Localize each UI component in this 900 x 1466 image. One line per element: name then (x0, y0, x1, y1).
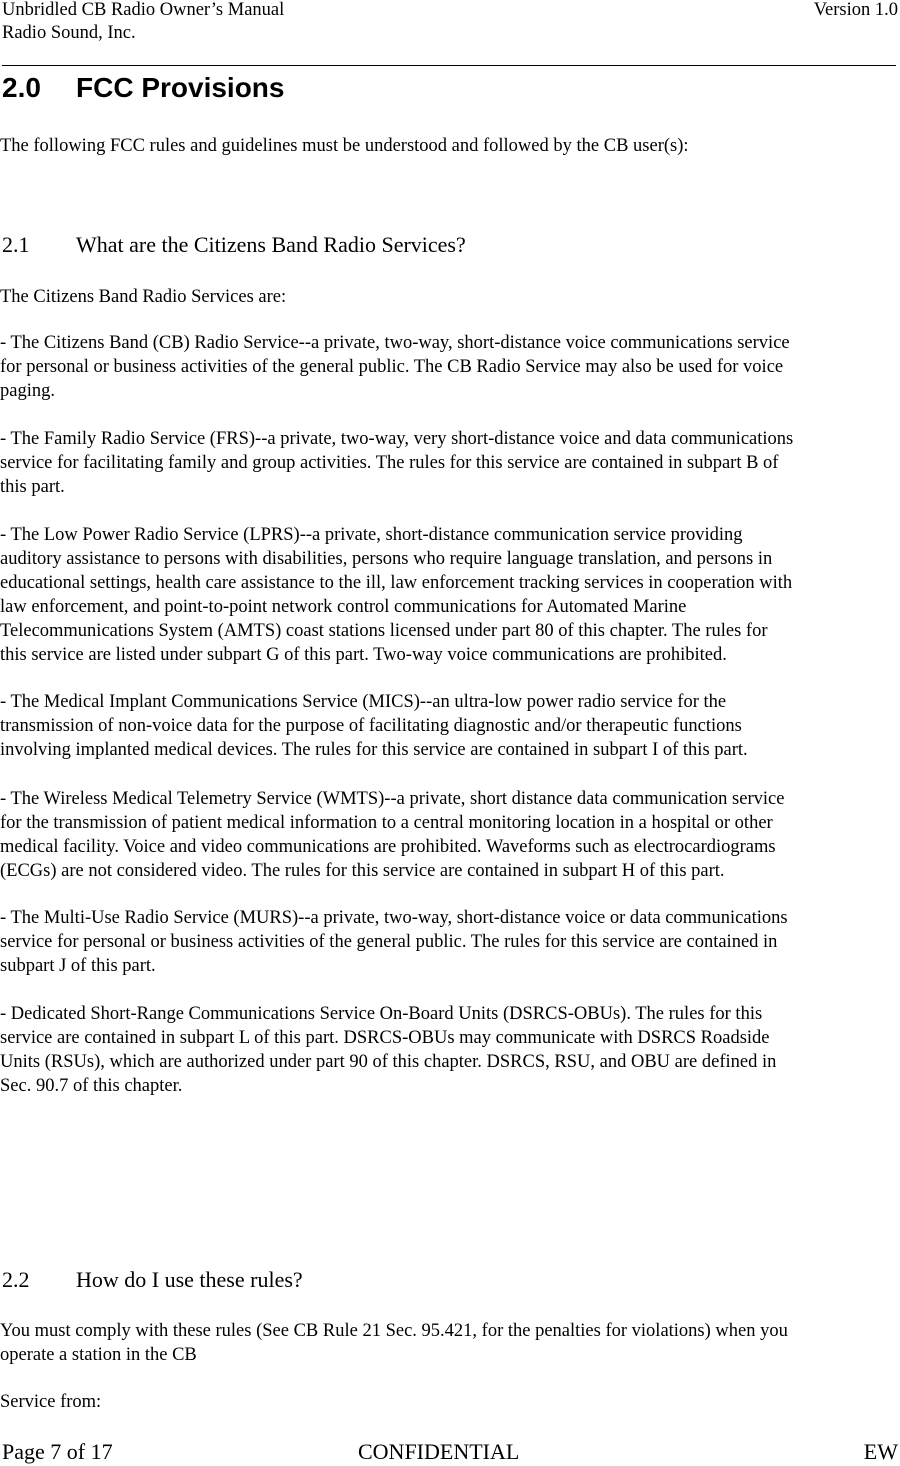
list-item: - The Medical Implant Communications Service (MICS)--an ultra-low power radio service for the transmission of non-voice data for the purpose of facilitating diagnostic and/or therapeutic functions involving implanted medical devices. The rules for this service are contained in subpart I of this part. (0, 692, 748, 760)
body-paragraph: Service from: (0, 1392, 102, 1412)
header-company: Radio Sound, Inc. (2, 23, 136, 43)
list-item: - The Multi-Use Radio Service (MURS)--a private, two-way, short-distance voice or data communications service for personal or business activities of the general public. The rules for this service are contained in subpart J of this part. (0, 908, 788, 976)
subsection-lead: The Citizens Band Radio Services are: (0, 287, 287, 307)
body-paragraph: You must comply with these rules (See CB Rule 21 Sec. 95.421, for the penalties for violations) when you operate a station in the CB (0, 1321, 788, 1365)
subsection-number: 2.2 (2, 1267, 30, 1292)
section-heading (2, 71, 284, 105)
header-rule (2, 65, 896, 66)
subsection-heading-2-1 (2, 231, 466, 259)
footer-page-number: Page 7 of 17 (2, 1439, 113, 1464)
list-item: - Dedicated Short-Range Communications Service On-Board Units (DSRCS-OBUs). The rules for this service are contained in subpart L of this part. DSRCS-OBUs may communicate with DSRCS Roadside Units (RSUs), which are authorized under part 90 of this chapter. DSRCS, RSU, and OBU are defined in Sec. 90.7 of this chapter. (0, 1004, 777, 1096)
list-item: - The Wireless Medical Telemetry Service (WMTS)--a private, short distance data communication service for the transmission of patient medical information to a central monitoring location in a hospital or other medical facility. Voice and video communications are prohibited. Waveforms such as electrocardiograms (ECGs) are not considered video. The rules for this service are contained in subpart H of this part. (0, 789, 785, 881)
list-item: - The Low Power Radio Service (LPRS)--a private, short-distance communication service providing auditory assistance to persons with disabilities, persons who require language translation, and persons in educational settings, health care assistance to the ill, law enforcement tracking services in cooperation with law enforcement, and point-to-point network control communications for Automated Marine Telecommunications System (AMTS) coast stations licensed under part 80 of this chapter. The rules for this service are listed under subpart G of this part. Two-way voice communications are prohibited. (0, 525, 793, 665)
subsection-title: What are the Citizens Band Radio Services? (76, 232, 466, 257)
section-title: FCC Provisions (76, 72, 285, 103)
section-intro: The following FCC rules and guidelines must be understood and followed by the CB user(s): (0, 136, 689, 156)
header-title: Unbridled CB Radio Owner’s Manual (2, 0, 285, 20)
section-number: 2.0 (2, 72, 41, 103)
footer-classification: CONFIDENTIAL (358, 1439, 520, 1464)
footer-initials: EW (863, 1439, 898, 1464)
list-item: - The Citizens Band (CB) Radio Service--a private, two-way, short-distance voice communications service for personal or business activities of the general public. The CB Radio Service may also be used for voice paging. (0, 333, 790, 401)
list-item: - The Family Radio Service (FRS)--a private, two-way, very short-distance voice and data communications service for facilitating family and group activities. The rules for this service are contained in subpart B of this part. (0, 429, 794, 497)
subsection-heading-2-2 (2, 1266, 303, 1294)
subsection-title: How do I use these rules? (76, 1267, 303, 1292)
header-version: Version 1.0 (813, 0, 898, 20)
subsection-number: 2.1 (2, 232, 30, 257)
